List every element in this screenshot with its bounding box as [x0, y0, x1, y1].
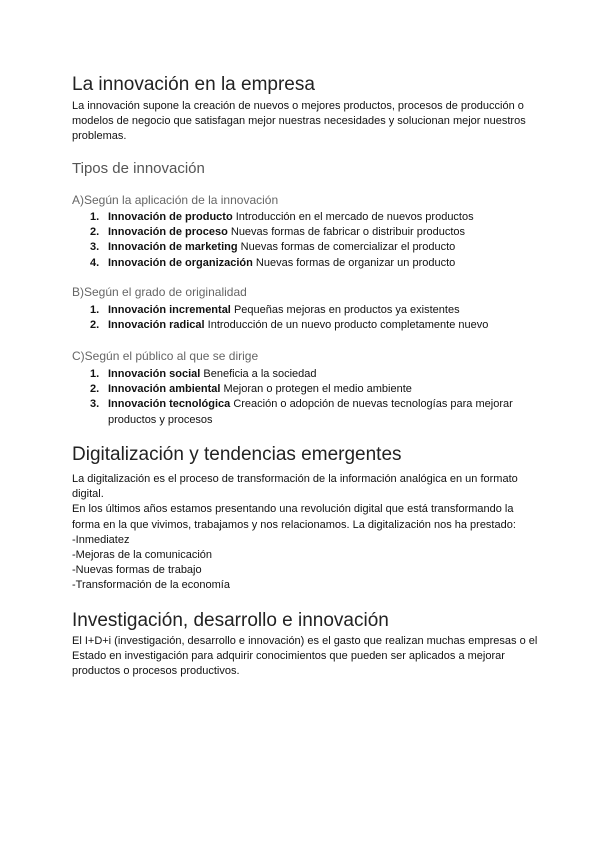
- subheading-group-b: B)Según el grado de originalidad: [72, 285, 247, 299]
- list-item: 1. Innovación incremental Pequeñas mejoras en productos ya existentes: [90, 304, 460, 316]
- list-item: 2. Innovación radical Introducción de un nuevo producto completamente nuevo: [90, 319, 489, 332]
- list-item: 2. Innovación de proceso Nuevas formas de fabricar o distribuir productos: [90, 226, 466, 239]
- digital-bullet: -Nuevas formas de trabajo: [72, 564, 202, 577]
- heading-idi: Investigación, desarrollo e innovación: [72, 610, 389, 631]
- idi-paragraph: El I+D+i (investigación, desarrollo e innovación) es el gasto que realizan muchas empresas o el Estado en investigación para adquirir conocimientos que pueden ser aplicados a mejorar productos o procesos productivos.: [72, 635, 538, 678]
- heading-digitalizacion: Digitalización y tendencias emergentes: [72, 444, 402, 465]
- list-item: 3. Innovación de marketing Nuevas formas de comercializar el producto: [90, 241, 456, 254]
- list-group-b: [72, 303, 542, 333]
- list-group-c: [72, 367, 542, 428]
- subheading-group-a: A)Según la aplicación de la innovación: [72, 193, 279, 207]
- list-group-a: [72, 210, 542, 271]
- list-item: 1. Innovación de producto Introducción en el mercado de nuevos productos: [90, 211, 474, 223]
- list-item: 2. Innovación ambiental Mejoran o protegen el medio ambiente: [90, 383, 412, 396]
- digital-bullet: -Inmediatez: [72, 533, 130, 546]
- list-item: 4. Innovación de organización Nuevas formas de organizar un producto: [90, 256, 456, 269]
- list-item: 3. Innovación tecnológica Creación o adopción de nuevas tecnologías para mejorar productos y procesos: [90, 398, 513, 426]
- heading-tipos-innovacion: Tipos de innovación: [72, 160, 205, 177]
- digital-bullet: -Transformación de la economía: [72, 579, 230, 592]
- digital-paragraph-1: La digitalización es el proceso de transformación de la información analógica en un formato digital.: [72, 473, 518, 501]
- subheading-group-c: C)Según el público al que se dirige: [72, 349, 259, 363]
- digital-bullet: -Mejoras de la comunicación: [72, 549, 213, 562]
- digital-text-block: [72, 472, 542, 594]
- list-item: 1. Innovación social Beneficia a la sociedad: [90, 368, 317, 380]
- intro-paragraph: La innovación supone la creación de nuevos o mejores productos, procesos de producción o modelos de negocio que satisfagan mejor nuestras necesidades y solucionan mejor nuestros problemas.: [72, 100, 526, 143]
- digital-paragraph-2: En los últimos años estamos presentando una revolución digital que está transformando la forma en la que vivimos, trabajamos y nos relacionamos. La digitalización nos ha prestado:: [72, 503, 516, 531]
- heading-innovacion-empresa: La innovación en la empresa: [72, 74, 315, 95]
